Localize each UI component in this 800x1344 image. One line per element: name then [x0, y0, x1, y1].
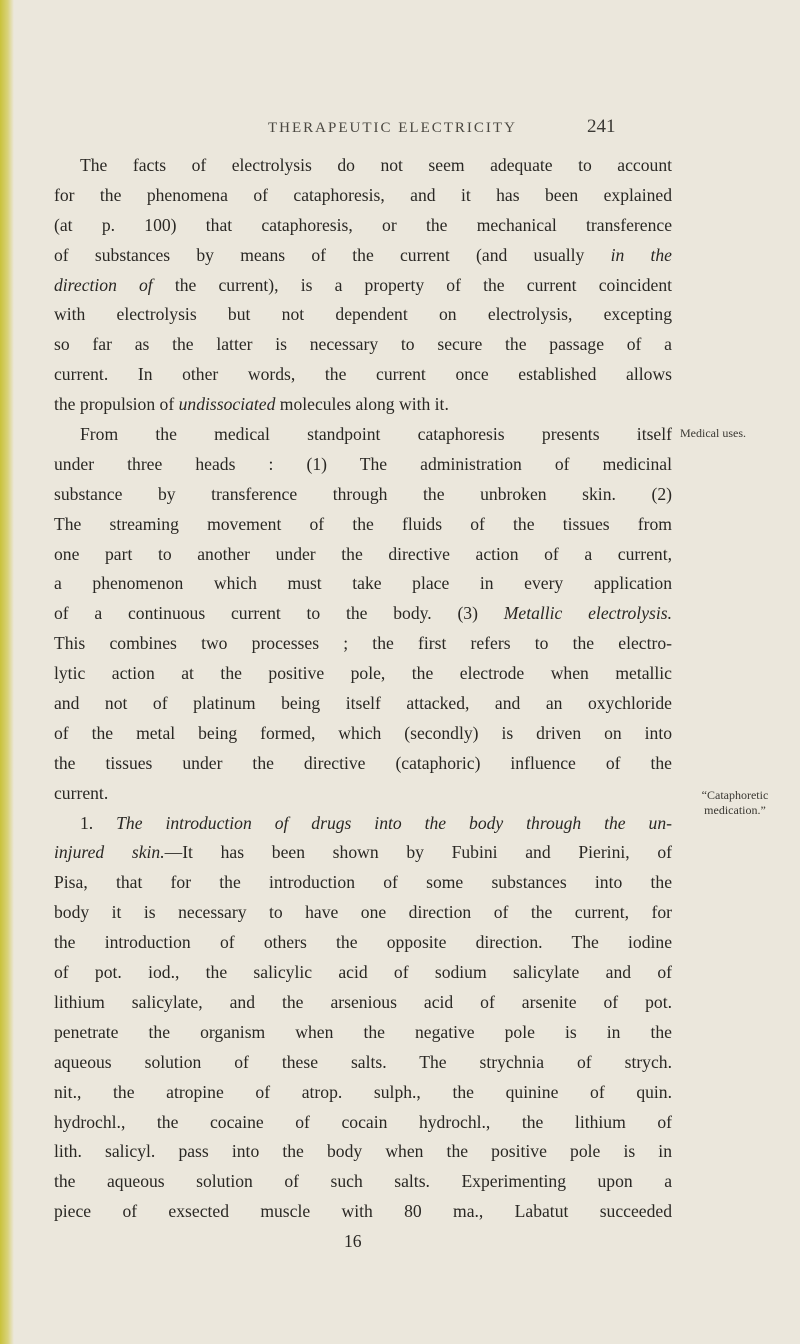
text-line: the propulsion of undissociated molecules along with it.	[54, 394, 449, 415]
text-line: direction of the current), is a property of the current coincident	[54, 274, 672, 295]
text-line: current. In other words, the current once established allows	[54, 364, 672, 385]
text-line: injured skin.—It has been shown by Fubini and Pierini, of	[54, 842, 672, 863]
margin-note-line: medication.”	[704, 803, 766, 817]
margin-note-cataphoretic-medication	[676, 788, 794, 818]
text-line: lith. salicyl. pass into the body when the positive pole is in	[54, 1141, 672, 1162]
text-line: The facts of electrolysis do not seem adequate to account	[80, 155, 672, 175]
text-line: aqueous solution of these salts. The strychnia of strych.	[54, 1051, 672, 1072]
text-line: From the medical standpoint cataphoresis presents itself	[80, 424, 672, 445]
text-line: nit., the atropine of atrop. sulph., the quinine of quin.	[54, 1081, 672, 1102]
text-line: of pot. iod., the salicylic acid of sodium salicylate and of	[54, 962, 672, 983]
text-line: body it is necessary to have one direction of the current, for	[54, 902, 672, 923]
signature-mark: 16	[344, 1231, 362, 1252]
text-line: under three heads : (1) The administration of medicinal	[54, 453, 672, 474]
text-line: with electrolysis but not dependent on electrolysis, excepting	[54, 304, 672, 325]
text-line: hydrochl., the cocaine of cocain hydrochl., the lithium of	[54, 1111, 672, 1132]
text-line: a phenomenon which must take place in every application	[54, 573, 672, 594]
text-line: penetrate the organism when the negative pole is in the	[54, 1021, 672, 1042]
text-line: 1. The introduction of drugs into the body through the un-	[80, 812, 672, 833]
margin-note-medical-uses: Medical uses.	[680, 426, 746, 440]
text-line: so far as the latter is necessary to secure the passage of a	[54, 334, 672, 355]
text-line: This combines two processes ; the first refers to the electro-	[54, 633, 672, 654]
text-line: substance by transference through the unbroken skin. (2)	[54, 483, 672, 504]
page-number: 241	[587, 116, 616, 137]
text-line: the introduction of others the opposite direction. The iodine	[54, 932, 672, 953]
text-line: piece of exsected muscle with 80 ma., Labatut succeeded	[54, 1201, 672, 1222]
text-line: Pisa, that for the introduction of some substances into the	[54, 872, 672, 893]
text-line: the tissues under the directive (cataphoric) influence of the	[54, 752, 672, 773]
page-header	[0, 116, 800, 144]
text-line: lytic action at the positive pole, the electrode when metallic	[54, 663, 672, 684]
running-head: THERAPEUTIC ELECTRICITY	[268, 120, 517, 136]
text-line: for the phenomena of cataphoresis, and it has been explained	[54, 184, 672, 205]
text-line: lithium salicylate, and the arsenious acid of arsenite of pot.	[54, 991, 672, 1012]
text-line: the aqueous solution of such salts. Experimenting upon a	[54, 1171, 672, 1192]
text-line: of a continuous current to the body. (3) Metallic electrolysis.	[54, 603, 672, 624]
text-line: The streaming movement of the fluids of the tissues from	[54, 513, 672, 534]
text-line: one part to another under the directive action of a current,	[54, 543, 672, 564]
text-line: of substances by means of the current (and usually in the	[54, 244, 672, 265]
text-line: (at p. 100) that cataphoresis, or the mechanical transference	[54, 214, 672, 235]
text-line: and not of platinum being itself attacked, and an oxychloride	[54, 693, 672, 714]
margin-note-line: “Cataphoretic	[701, 788, 769, 802]
page-spine-shadow	[0, 0, 14, 1344]
text-line: current.	[54, 782, 109, 803]
body-text	[54, 151, 672, 1257]
text-line: of the metal being formed, which (secondly) is driven on into	[54, 722, 672, 743]
